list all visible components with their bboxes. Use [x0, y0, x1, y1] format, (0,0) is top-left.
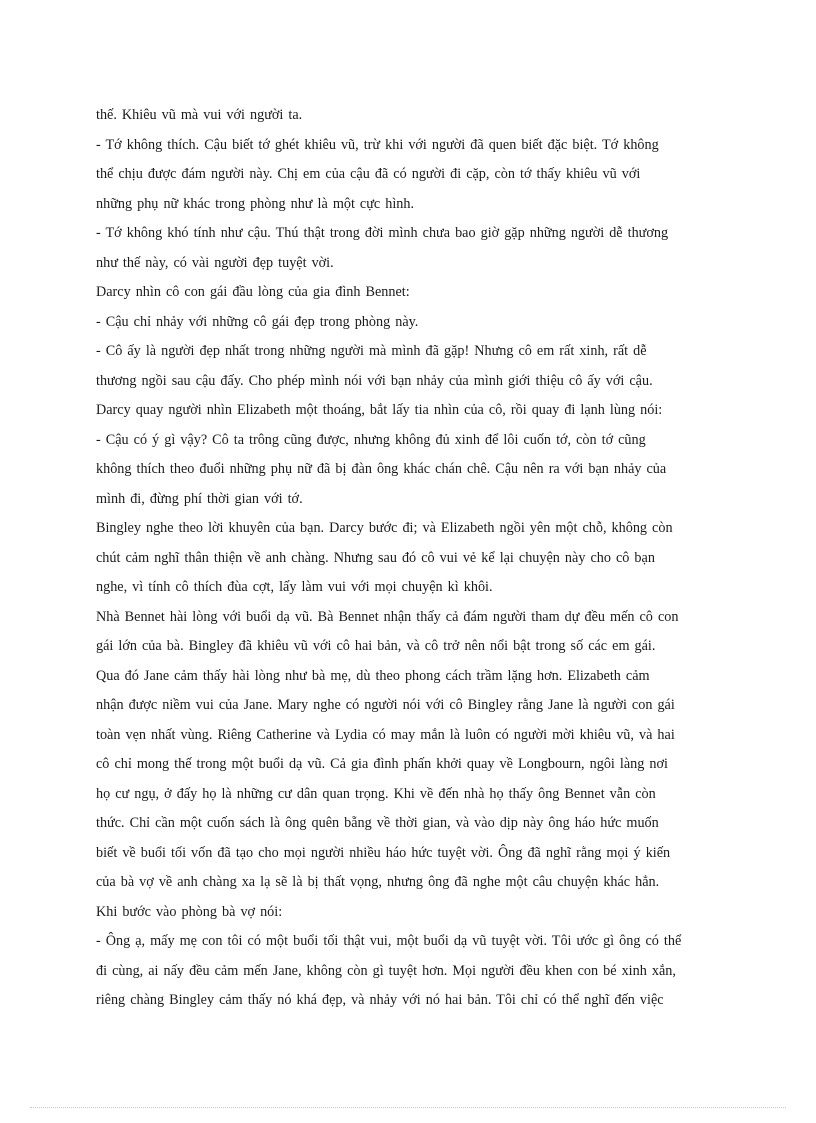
- text-line: cô chỉ mong thế trong một buổi dạ vũ. Cả gia đình phấn khởi quay về Longbourn, ngôi làng nơi: [96, 756, 668, 772]
- text-line: đi cùng, ai nấy đều cảm mến Jane, không còn gì tuyệt hơn. Mọi người đều khen con bé xinh xắn,: [96, 962, 676, 979]
- text-line: - Cậu có ý gì vậy? Cô ta trông cũng được, nhưng không đủ xinh để lôi cuốn tớ, còn tớ cũng: [96, 431, 646, 448]
- text-line: Darcy nhìn cô con gái đầu lòng của gia đình Bennet:: [96, 284, 410, 300]
- text-line: thức. Chỉ cần một cuốn sách là ông quên bẵng về thời gian, và vào dịp này ông háo hức muốn: [96, 815, 659, 831]
- text-line: như thế này, có vài người đẹp tuyệt vời.: [96, 254, 334, 271]
- text-line: không thích theo đuổi những phụ nữ đã bị đàn ông khác chán chê. Cậu nên ra với bạn nhảy của: [96, 461, 667, 477]
- text-line: biết về buổi tối vốn đã tạo cho mọi người nhiều háo hức tuyệt vời. Ông đã nghĩ rằng mọi ý kiến: [96, 844, 671, 861]
- text-line: nhận được niềm vui của Jane. Mary nghe có người nói với cô Bingley rằng Jane là người con gái: [96, 697, 675, 713]
- text-line: những phụ nữ khác trong phòng như là một cực hình.: [96, 195, 415, 212]
- body-text: [96, 101, 736, 1016]
- text-line: - Ông ạ, mấy mẹ con tôi có một buổi tối thật vui, một buổi dạ vũ tuyệt vời. Tôi ước gì ông có thể: [96, 933, 682, 949]
- text-line: thể chịu được đám người này. Chị em của cậu đã có người đi cặp, còn tớ thấy khiêu vũ với: [96, 166, 641, 182]
- text-line: chút cảm nghĩ thân thiện về anh chàng. Nhưng sau đó cô vui vẻ kể lại chuyện này cho cô bạn: [96, 549, 655, 566]
- text-line: của bà vợ về anh chàng xa lạ sẽ là bị thất vọng, nhưng ông đã nghe một câu chuyện khác hẳn.: [96, 874, 660, 890]
- text-line: thương ngồi sau cậu đấy. Cho phép mình nói với bạn nhảy của mình giới thiệu cô ấy với cậu.: [96, 372, 653, 389]
- text-line: toàn vẹn nhất vùng. Riêng Catherine và Lydia có may mắn là luôn có người mời khiêu vũ, và hai: [96, 726, 675, 743]
- text-line: - Tớ không khó tính như cậu. Thú thật trong đời mình chưa bao giờ gặp những người dễ thương: [96, 225, 669, 241]
- text-line: Darcy quay người nhìn Elizabeth một thoáng, bắt lấy tia nhìn của cô, rồi quay đi lạnh lùng nói:: [96, 402, 663, 418]
- text-line: mình đi, đừng phí thời gian với tớ.: [96, 490, 303, 507]
- text-line: Nhà Bennet hài lòng với buổi dạ vũ. Bà Bennet nhận thấy cả đám người tham dự đều mến cô con: [96, 608, 679, 625]
- text-line: nghe, vì tính cô thích đùa cợt, lấy làm vui với mọi chuyện kì khôi.: [96, 579, 493, 595]
- text-line: riêng chàng Bingley cảm thấy nó khá đẹp, và nhảy với nó hai bản. Tôi chỉ có thể nghĩ đến việc: [96, 992, 664, 1008]
- text-line: - Tớ không thích. Cậu biết tớ ghét khiêu vũ, trừ khi với người đã quen biết đặc biệt. Tớ không: [96, 136, 659, 153]
- text-line: gái lớn của bà. Bingley đã khiêu vũ với cô hai bản, và cô trở nên nổi bật trong số các em gái.: [96, 638, 656, 654]
- text-line: Khi bước vào phòng bà vợ nói:: [96, 903, 283, 920]
- text-line: - Cô ấy là người đẹp nhất trong những người mà mình đã gặp! Nhưng cô em rất xinh, rất dễ: [96, 343, 647, 359]
- text-line: Qua đó Jane cảm thấy hài lòng như bà mẹ, dù theo phong cách trầm lặng hơn. Elizabeth cảm: [96, 667, 650, 684]
- text-line: thế. Khiêu vũ mà vui với người ta.: [96, 107, 303, 123]
- text-line: họ cư ngụ, ở đấy họ là những cư dân quan trọng. Khi về đến nhà họ thấy ông Bennet vẫn còn: [96, 785, 656, 802]
- page-bottom-divider: [30, 1107, 786, 1108]
- text-line: Bingley nghe theo lời khuyên của bạn. Darcy bước đi; và Elizabeth ngồi yên một chỗ, không còn: [96, 520, 673, 536]
- text-line: - Cậu chỉ nhảy với những cô gái đẹp trong phòng này.: [96, 313, 419, 330]
